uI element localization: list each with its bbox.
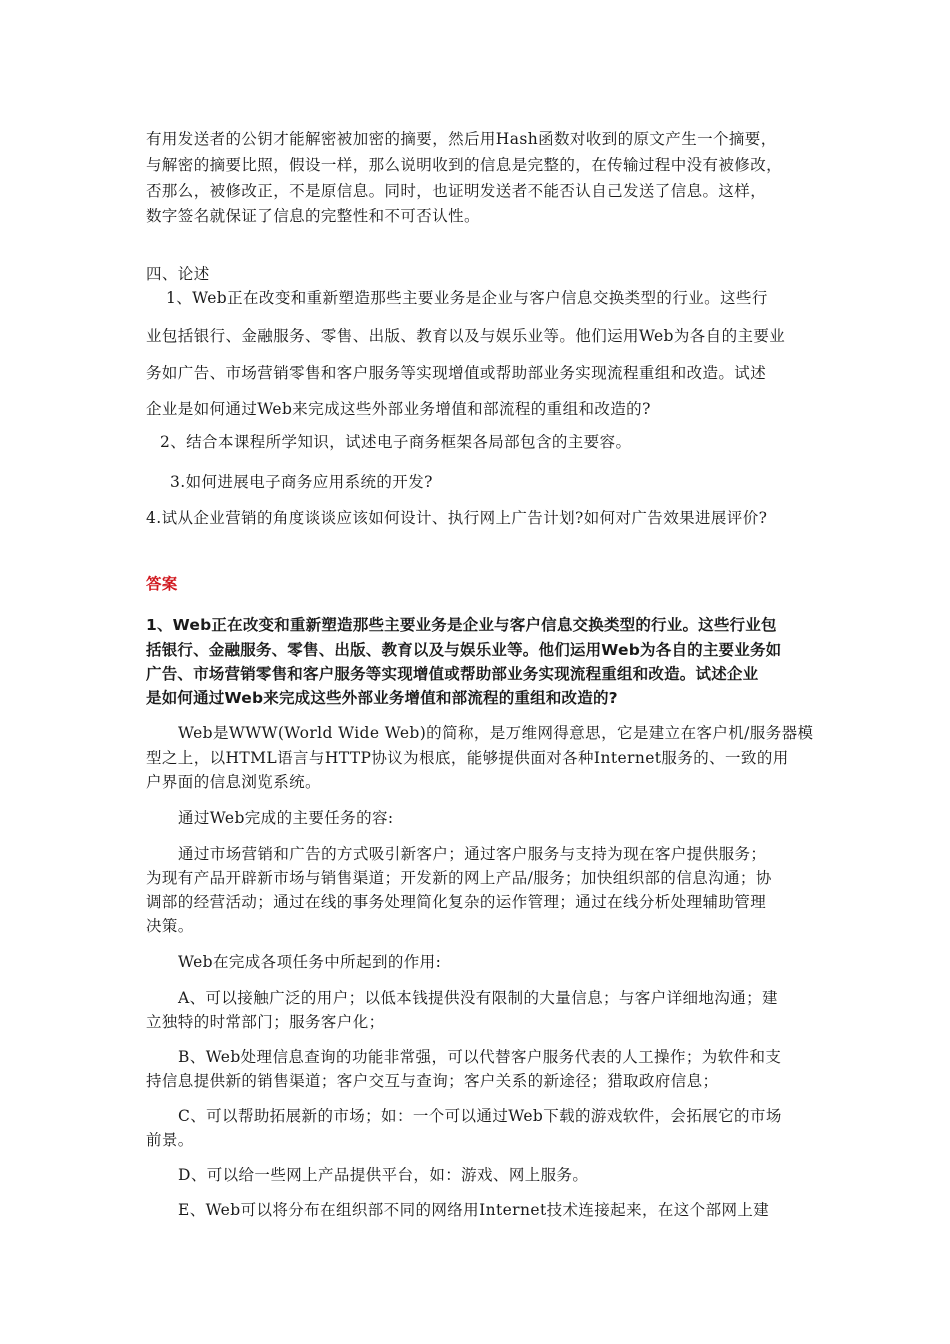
answer-p3-line-3: 调部的经营活动；通过在线的事务处理简化复杂的运作管理；通过在线分析处理辅助管理	[146, 893, 767, 911]
answer-question-line-3: 广告、市场营销零售和客户服务等实现增值或帮助部业务实现流程重组和改造。试述企业	[146, 665, 759, 683]
answer-p3-line-1: 通过市场营销和广告的方式吸引新客户；通过客户服务与支持为现在客户提供服务；	[178, 845, 767, 863]
intro-line-3: 否那么，被修改正，不是原信息。同时，也证明发送者不能否认自己发送了信息。这样，	[146, 182, 767, 200]
answer-pC-line-2: 前景。	[146, 1131, 194, 1149]
answer-pD: D、可以给一些网上产品提供平台，如：游戏、网上服务。	[178, 1166, 589, 1184]
question-1-line-3: 务如广告、市场营销零售和客户服务等实现增值或帮助部业务实现流程重组和改造。试述	[146, 364, 767, 382]
answer-pC-line-1: C、可以帮助拓展新的市场；如：一个可以通过Web下载的游戏软件，会拓展它的市场	[178, 1107, 782, 1125]
answer-pB-line-1: B、Web处理信息查询的功能非常强，可以代替客户服务代表的人工操作；为软件和支	[178, 1048, 782, 1066]
question-1-line-1: 1、Web正在改变和重新塑造那些主要业务是企业与客户信息交换类型的行业。这些行	[166, 289, 768, 307]
answer-p3-line-2: 为现有产品开辟新市场与销售渠道；开发新的网上产品/服务；加快组织部的信息沟通；协	[146, 869, 772, 887]
answer-question-line-1: 1、Web正在改变和重新塑造那些主要业务是企业与客户信息交换类型的行业。这些行业包	[146, 616, 777, 634]
answer-p3-line-4: 决策。	[146, 917, 194, 935]
question-1-line-2: 业包括银行、金融服务、零售、出版、教育以及与娱乐业等。他们运用Web为各自的主要业	[146, 327, 786, 345]
answer-question-line-4: 是如何通过Web来完成这些外部业务增值和部流程的重组和改造的?	[146, 689, 618, 707]
answer-p1-line-1: Web是WWW(World Wide Web)的简称，是万维网得意思，它是建立在客户机/服务器模	[178, 724, 814, 742]
question-2: 2、结合本课程所学知识，试述电子商务框架各局部包含的主要容。	[160, 433, 632, 451]
question-4: 4.试从企业营销的角度谈谈应该如何设计、执行网上广告计划?如何对广告效果进展评价?	[146, 509, 768, 527]
answer-p4: Web在完成各项任务中所起到的作用:	[178, 953, 442, 971]
answer-question-line-2: 括银行、金融服务、零售、出版、教育以及与娱乐业等。他们运用Web为各自的主要业务如	[146, 641, 782, 659]
answer-heading: 答案	[146, 575, 178, 593]
question-1-line-4: 企业是如何通过Web来完成这些外部业务增值和部流程的重组和改造的?	[146, 400, 651, 418]
answer-p2: 通过Web完成的主要任务的容:	[178, 809, 394, 827]
intro-line-1: 有用发送者的公钥才能解密被加密的摘要，然后用Hash函数对收到的原文产生一个摘要，	[146, 130, 777, 148]
answer-pB-line-2: 持信息提供新的销售渠道；客户交互与查询；客户关系的新途径；猎取政府信息；	[146, 1072, 719, 1090]
intro-line-4: 数字签名就保证了信息的完整性和不可否认性。	[146, 207, 480, 225]
answer-p1-line-3: 户界面的信息浏览系统。	[146, 773, 321, 791]
answer-pA-line-1: A、可以接触广泛的用户；以低本钱提供没有限制的大量信息；与客户详细地沟通；建	[178, 989, 778, 1007]
section-heading: 四、论述	[146, 265, 210, 283]
answer-pA-line-2: 立独特的时常部门；服务客户化；	[146, 1013, 385, 1031]
answer-pE: E、Web可以将分布在组织部不同的网络用Internet技术连接起来，在这个部网上建	[178, 1201, 770, 1219]
question-3: 3.如何进展电子商务应用系统的开发?	[170, 473, 433, 491]
intro-line-2: 与解密的摘要比照，假设一样，那么说明收到的信息是完整的，在传输过程中没有被修改，	[146, 156, 783, 174]
answer-p1-line-2: 型之上，以HTML语言与HTTP协议为根底，能够提供面对各种Internet服务的、一致的用	[146, 749, 789, 767]
